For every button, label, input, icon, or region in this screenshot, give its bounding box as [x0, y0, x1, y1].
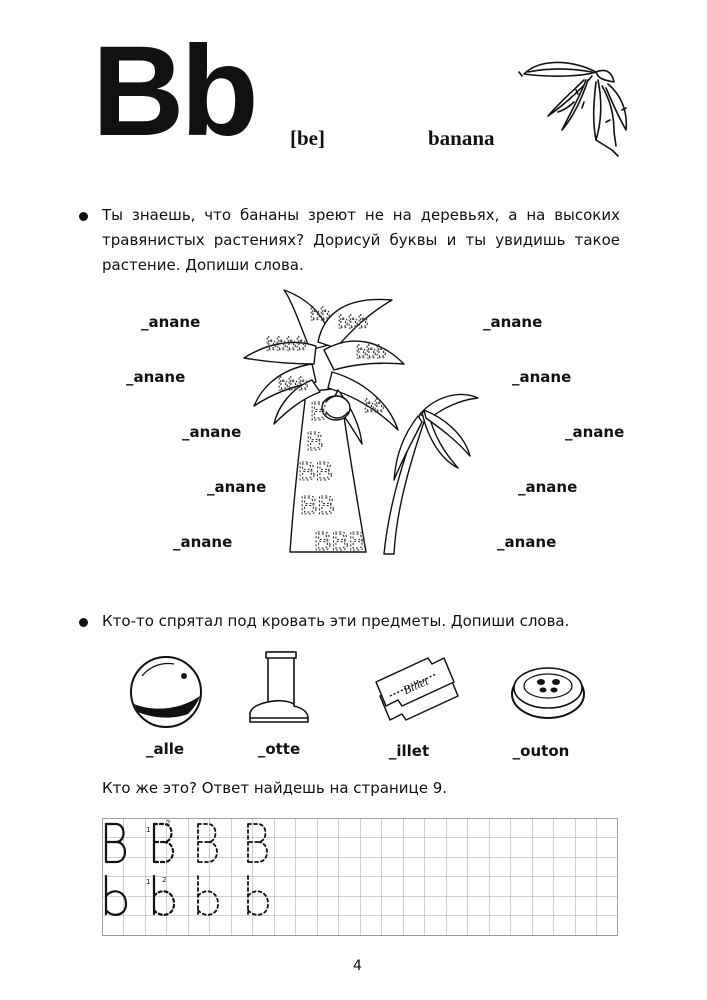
- word-fill-right-3[interactable]: _anane: [565, 423, 625, 441]
- task2-instruction: Кто-то спрятал под кровать эти предметы. Допиши слова.: [102, 612, 570, 630]
- big-letter-heading: Bb: [92, 20, 255, 163]
- button-icon: [508, 660, 588, 722]
- object-label-button[interactable]: _outon: [512, 742, 570, 760]
- bullet-task1: [79, 212, 88, 221]
- word-fill-left-3[interactable]: _anane: [182, 423, 242, 441]
- banana-icon: [518, 50, 636, 158]
- svg-text:1: 1: [146, 826, 151, 834]
- word-fill-right-2[interactable]: _anane: [512, 368, 572, 386]
- ball-icon: [128, 654, 204, 730]
- svg-text:2: 2: [166, 819, 171, 827]
- ticket-icon: [366, 652, 462, 728]
- svg-text:BB: BB: [298, 456, 333, 486]
- svg-text:2: 2: [162, 876, 167, 884]
- svg-text:B: B: [306, 426, 324, 456]
- handwriting-grid[interactable]: [102, 818, 618, 936]
- word-fill-left-5[interactable]: _anane: [173, 533, 233, 551]
- word-fill-right-5[interactable]: _anane: [497, 533, 557, 551]
- svg-text:1: 1: [146, 878, 151, 886]
- task1-instruction: Ты знаешь, что бананы зреют не на деревьях, а на высоких травянистых растениях? Дорисуй буквы и ты увидишь такое растение. Допиши слова.: [102, 206, 620, 274]
- boot-icon: [246, 648, 310, 728]
- bullet-task2: [79, 618, 88, 627]
- answer-question: Кто же это? Ответ найдешь на странице 9.: [102, 779, 448, 797]
- example-word: banana: [428, 126, 495, 150]
- svg-text:bb: bb: [364, 396, 385, 416]
- word-fill-left-4[interactable]: _anane: [207, 478, 267, 496]
- word-fill-left-2[interactable]: _anane: [126, 368, 186, 386]
- word-fill-right-1[interactable]: _anane: [483, 313, 543, 331]
- svg-text:bbb: bbb: [356, 342, 387, 362]
- svg-text:bb: bb: [310, 304, 331, 324]
- svg-text:bbb: bbb: [338, 312, 369, 332]
- word-fill-left-1[interactable]: _anane: [141, 313, 201, 331]
- object-label-ticket[interactable]: _illet: [388, 742, 430, 760]
- svg-text:BB: BB: [300, 490, 335, 520]
- transcription: [be]: [290, 126, 325, 150]
- svg-text:bbbb: bbbb: [266, 334, 307, 354]
- banana-plant-icon: [228, 284, 482, 570]
- page-number: 4: [353, 958, 362, 974]
- svg-text:B: B: [310, 396, 328, 426]
- svg-text:bbb: bbb: [278, 374, 309, 394]
- svg-text:BBB: BBB: [314, 526, 367, 556]
- ticket-text: Billet: [401, 673, 431, 698]
- object-label-boot[interactable]: _otte: [257, 740, 301, 758]
- word-fill-right-4[interactable]: _anane: [518, 478, 578, 496]
- object-label-ball[interactable]: _alle: [145, 740, 185, 758]
